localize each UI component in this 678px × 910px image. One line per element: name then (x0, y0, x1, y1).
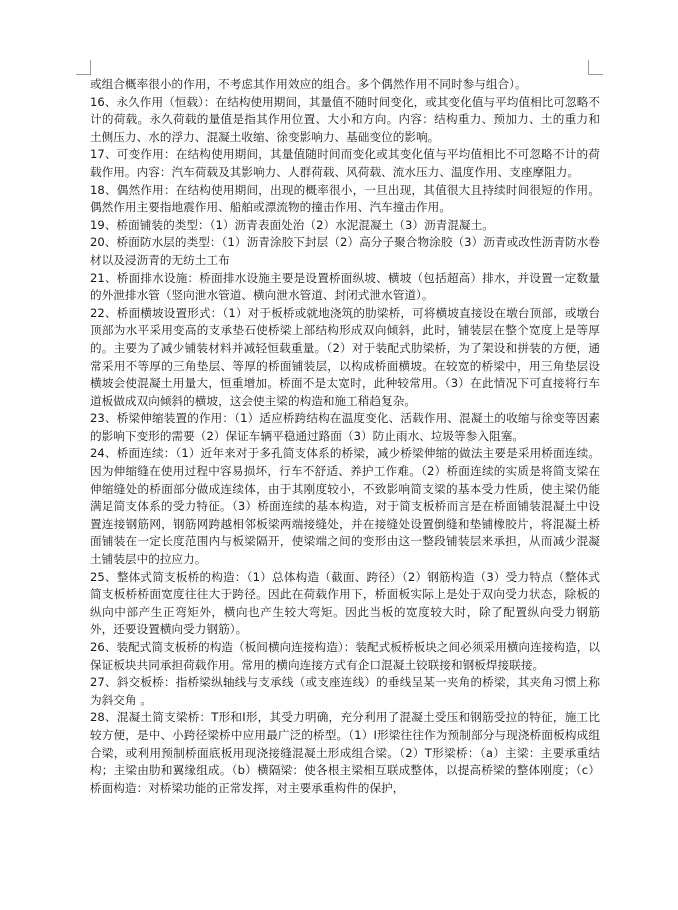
paragraph-24-deck-continuity: 24、桥面连续：（1）近年来对于多孔简支体系的桥梁，减少桥梁伸缩的做法主要是采用桥面连续。因为伸缩缝在使用过程中容易损坏，行车不舒适、养护工作难。（2）桥面连续的实质是将简支梁在伸缩缝处的桥面部分做成连续体，由于其刚度较小，不致影响简支梁的基本受力性质，使主梁仍能满足简支体系的受力特征。（3）桥面连续的基本构造，对于简支板桥而言是在桥面铺装混凝土中设置连接钢筋网，钢筋网跨越相邻板梁两端接缝处，并在接缝处设置倒缝和垫铺橡胶片，将混凝土桥面铺装在一定长度范围内与板梁隔开，使梁端之间的变形由这一整段铺装层来承担，从而减少混凝土铺装层中的拉应力。 (90, 446, 600, 567)
paragraph-28-concrete-girder-bridge: 28、混凝土简支梁桥：T形和I形，其受力明确，充分利用了混凝土受压和钢筋受拉的特征，施工比较方便，是中、小跨径梁桥中应用最广泛的桥型。（1）I形梁往往作为预制部分与现浇桥面板构成组合梁，或利用预制桥面底板用现浇接缝混凝土形成组合梁。（2）T形梁桥：（a）主梁：主要承重结构；主梁由肋和翼缘组成。（b）横隔梁：使各根主梁相互联成整体，以提高桥梁的整体刚度；（c）桥面构造：对桥梁功能的正常发挥，对主要承重构件的保护， (90, 710, 600, 795)
margin-mark-top-left (76, 60, 91, 75)
paragraph-continuation: 或组合概率很小的作用，不考虑其作用效应的组合。多个偶然作用不同时参与组合）。 (90, 77, 527, 91)
paragraph-25-integral-slab-bridge: 25、整体式简支板桥的构造：（1）总体构造（截面、跨径）（2）钢筋构造（3）受力特点（整体式简支板桥桥面宽度往往大于跨径。因此在荷载作用下，桥面板实际上是处于双向受力状态，除板的纵向中部产生正弯矩外，横向也产生较大弯矩。因此当板的宽度较大时，除了配置纵向受力钢筋外，还要设置横向受力钢筋）。 (90, 569, 600, 637)
paragraph-21-deck-drainage: 21、桥面排水设施：桥面排水设施主要是设置桥面纵坡、横坡（包括超高）排水，并设置一定数量的外泄排水管（竖向泄水管道、横向泄水管道、封闭式泄水管道）。 (90, 270, 600, 303)
paragraph-20-waterproof-layer-types: 20、桥面防水层的类型：（1）沥青涂胶下封层（2）高分子聚合物涂胶（3）沥青或改性沥青防水卷材以及浸沥青的无纺土工布 (90, 235, 600, 267)
paragraph-26-assembled-slab-bridge: 26、装配式简支板桥的构造（板间横向连接构造）：装配式板桥板块之间必须采用横向连接构造，以保证板块共同承担荷载作用。常用的横向连接方式有企口混凝土铰联接和钢板焊接联接。 (90, 640, 600, 672)
document-body (90, 76, 600, 797)
paragraph-23-expansion-joint: 23、桥梁伸缩装置的作用：（1）适应桥跨结构在温度变化、活载作用、混凝土的收缩与徐变等因素的影响下变形的需要（2）保证车辆平稳通过路面（3）防止雨水、垃圾等参入阻塞。 (90, 411, 600, 443)
margin-mark-top-right (588, 60, 603, 75)
paragraph-22-cross-slope: 22、桥面横坡设置形式：（1）对于板桥或就地浇筑的肋梁桥，可将横坡直接设在墩台顶部，或墩台顶部为水平采用变高的支承垫石使桥梁上部结构形成双向倾斜，此时，铺装层在整个宽度上是等厚的。主要为了减少铺装材料并减轻恒载重量。（2）对于装配式肋梁桥，为了架设和拼装的方便，通常采用不等厚的三角垫层、等厚的桥面铺装层，以构成桥面横坡。在较宽的桥梁中，用三角垫层设横坡会使混凝土用量大，恒重增加。桥面不是太宽时，此种较常用。（3）在此情况下可直接将行车道板做成双向倾斜的横坡，这会使主梁的构造和施工稍趋复杂。 (90, 305, 600, 408)
paragraph-17-variable-action: 17、可变作用：在结构使用期间，其量值随时间而变化或其变化值与平均值相比不可忽略不计的荷载作用。内容：汽车荷载及其影响力、人群荷载、风荷载、流水压力、温度作用、支座摩阻力。 (90, 147, 600, 179)
paragraph-18-accidental-action: 18、偶然作用：在结构使用期间，出现的概率很小，一旦出现，其值很大且持续时间很短的作用。偶然作用主要指地震作用、船舶或漂流物的撞击作用、汽车撞击作用。 (90, 182, 600, 215)
paragraph-19-deck-pavement-types: 19、桥面铺装的类型：（1）沥青表面处治（2）水泥混凝土（3）沥青混凝土。 (90, 217, 494, 232)
paragraph-27-skew-slab-bridge: 27、斜交板桥：指桥梁纵轴线与支承线（或支座连线）的垂线呈某一夹角的桥梁，其夹角习惯上称为斜交角 。 (90, 675, 600, 707)
paragraph-16-permanent-action: 16、永久作用（恒载）：在结构使用期间，其量值不随时间变化，或其变化值与平均值相比可忽略不计的荷载。永久荷载的量值是指其作用位置、大小和方向。内容：结构重力、预加力、土的重力和土侧压力、水的浮力、混凝土收缩、徐变影响力、基础变位的影响。 (90, 94, 600, 144)
